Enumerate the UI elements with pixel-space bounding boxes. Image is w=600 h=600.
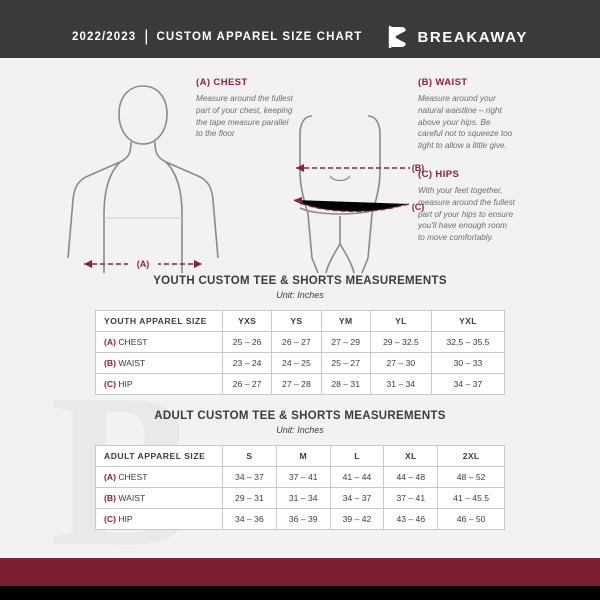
note-waist-title: (B) WAIST: [418, 77, 468, 88]
youth-title: YOUTH CUSTOM TEE & SHORTS MEASUREMENTS: [153, 275, 447, 287]
youth-header-row: [96, 311, 505, 332]
page-title: CUSTOM APPAREL SIZE CHART: [156, 31, 363, 43]
note-chest-text: Measure around the fullest part of your chest, keeping the tape measure parallel to the floor: [196, 93, 293, 139]
adult-row-0-v1: 37 – 41: [276, 467, 330, 488]
youth-col-2: YS: [272, 311, 321, 332]
table-row: [96, 353, 505, 374]
adult-row-1-v0: 29 – 31: [223, 488, 277, 509]
youth-row-1-v4: 30 – 33: [431, 353, 504, 374]
youth-subtitle: Unit: Inches: [276, 290, 324, 300]
youth-row-0-v4: 32.5 – 35.5: [431, 332, 504, 353]
adult-row-0-v0: 34 – 37: [223, 467, 277, 488]
youth-row-2-v4: 34 – 37: [431, 374, 504, 395]
youth-row-2-v0: 26 – 27: [223, 374, 272, 395]
note-hips-title: (C) HIPS: [418, 169, 460, 180]
youth-row-0-tag: (A): [104, 337, 116, 347]
footer-black-bar: [0, 586, 600, 600]
brand-lockup: [388, 25, 528, 49]
note-waist: [418, 76, 516, 152]
adult-size-table: [95, 445, 505, 530]
youth-row-2-name: HIP: [118, 379, 133, 389]
adult-row-2-v4: 46 – 50: [438, 509, 505, 530]
youth-row-0-v1: 26 – 27: [272, 332, 321, 353]
adult-row-2-v3: 43 – 46: [384, 509, 438, 530]
youth-row-0-v3: 29 – 32.5: [370, 332, 431, 353]
footer-maroon-bar: [0, 558, 600, 586]
youth-row-1-v2: 25 – 27: [321, 353, 370, 374]
note-chest: [196, 76, 296, 140]
youth-row-0-v0: 25 – 26: [223, 332, 272, 353]
youth-row-2-v1: 27 – 28: [272, 374, 321, 395]
adult-row-1-name: WAIST: [118, 493, 146, 503]
youth-row-1-name: WAIST: [118, 358, 146, 368]
adult-row-1-label: [96, 488, 223, 509]
adult-row-2-label: [96, 509, 223, 530]
header-separator: |: [144, 28, 149, 45]
youth-row-2-tag: (C): [104, 379, 116, 389]
marker-chest-label: (A): [136, 259, 150, 269]
note-hips: [418, 168, 516, 244]
marker-waist-label: (B): [411, 163, 425, 173]
youth-row-1-label: [96, 353, 223, 374]
youth-row-2-v3: 31 – 34: [370, 374, 431, 395]
note-waist-text: Measure around your natural waistline – right above your hips. Be careful not to squeeze too tight to allow a little give.: [418, 93, 513, 151]
adult-row-0-tag: (A): [104, 472, 116, 482]
adult-row-1-v2: 34 – 37: [330, 488, 384, 509]
youth-row-1-v1: 24 – 25: [272, 353, 321, 374]
youth-col-1: YXS: [223, 311, 272, 332]
adult-col-1: S: [223, 446, 277, 467]
youth-row-1-v0: 23 – 24: [223, 353, 272, 374]
youth-row-0-name: CHEST: [118, 337, 148, 347]
adult-row-0-v2: 41 – 44: [330, 467, 384, 488]
table-row: [96, 488, 505, 509]
page-header: [0, 16, 600, 58]
table-row: [96, 467, 505, 488]
adult-row-2-v0: 34 – 36: [223, 509, 277, 530]
adult-row-0-v3: 44 – 48: [384, 467, 438, 488]
youth-col-4: YL: [370, 311, 431, 332]
youth-row-2-v2: 28 – 31: [321, 374, 370, 395]
table-row: [96, 332, 505, 353]
adult-row-1-tag: (B): [104, 493, 116, 503]
adult-row-2-name: HIP: [118, 514, 133, 524]
adult-row-1-v1: 31 – 34: [276, 488, 330, 509]
adult-title: ADULT CUSTOM TEE & SHORTS MEASUREMENTS: [154, 410, 446, 422]
torso-back-illustration: [300, 116, 380, 273]
marker-hips-label: (C): [411, 202, 425, 212]
b-monogram-logo-icon: [388, 25, 410, 49]
youth-section-heading: [0, 275, 600, 300]
youth-col-5: YXL: [431, 311, 504, 332]
measurement-illustration: [0, 58, 600, 273]
adult-row-2-v2: 39 – 42: [330, 509, 384, 530]
youth-col-3: YM: [321, 311, 370, 332]
adult-row-1-v4: 41 – 45.5: [438, 488, 505, 509]
marker-hips-line: [294, 200, 410, 211]
note-hips-text: With your feet together, measure around the fullest part of your hips to ensure you'll have enough room to move comfortably.: [418, 185, 515, 243]
header-season: 2022/2023: [72, 31, 137, 43]
adult-row-0-label: [96, 467, 223, 488]
youth-row-1-tag: (B): [104, 358, 116, 368]
youth-row-1-v3: 27 – 30: [370, 353, 431, 374]
adult-subtitle: Unit: Inches: [276, 425, 324, 435]
youth-row-2-label: [96, 374, 223, 395]
adult-row-1-v3: 37 – 41: [384, 488, 438, 509]
adult-row-2-v1: 36 – 39: [276, 509, 330, 530]
youth-row-0-label: [96, 332, 223, 353]
adult-col-4: XL: [384, 446, 438, 467]
adult-col-5: 2XL: [438, 446, 505, 467]
adult-row-0-name: CHEST: [118, 472, 148, 482]
youth-col-0: YOUTH APPAREL SIZE: [96, 311, 223, 332]
adult-row-2-tag: (C): [104, 514, 116, 524]
youth-size-table: [95, 310, 505, 395]
youth-row-0-v2: 27 – 29: [321, 332, 370, 353]
adult-section-heading: [0, 410, 600, 435]
adult-col-3: L: [330, 446, 384, 467]
note-chest-title: (A) CHEST: [196, 77, 248, 88]
brand-name: BREAKAWAY: [417, 28, 528, 46]
adult-col-2: M: [276, 446, 330, 467]
adult-col-0: ADULT APPAREL SIZE: [96, 446, 223, 467]
top-black-bar: [0, 0, 600, 16]
adult-row-0-v4: 48 – 52: [438, 467, 505, 488]
table-row: [96, 509, 505, 530]
table-row: [96, 374, 505, 395]
adult-header-row: [96, 446, 505, 467]
